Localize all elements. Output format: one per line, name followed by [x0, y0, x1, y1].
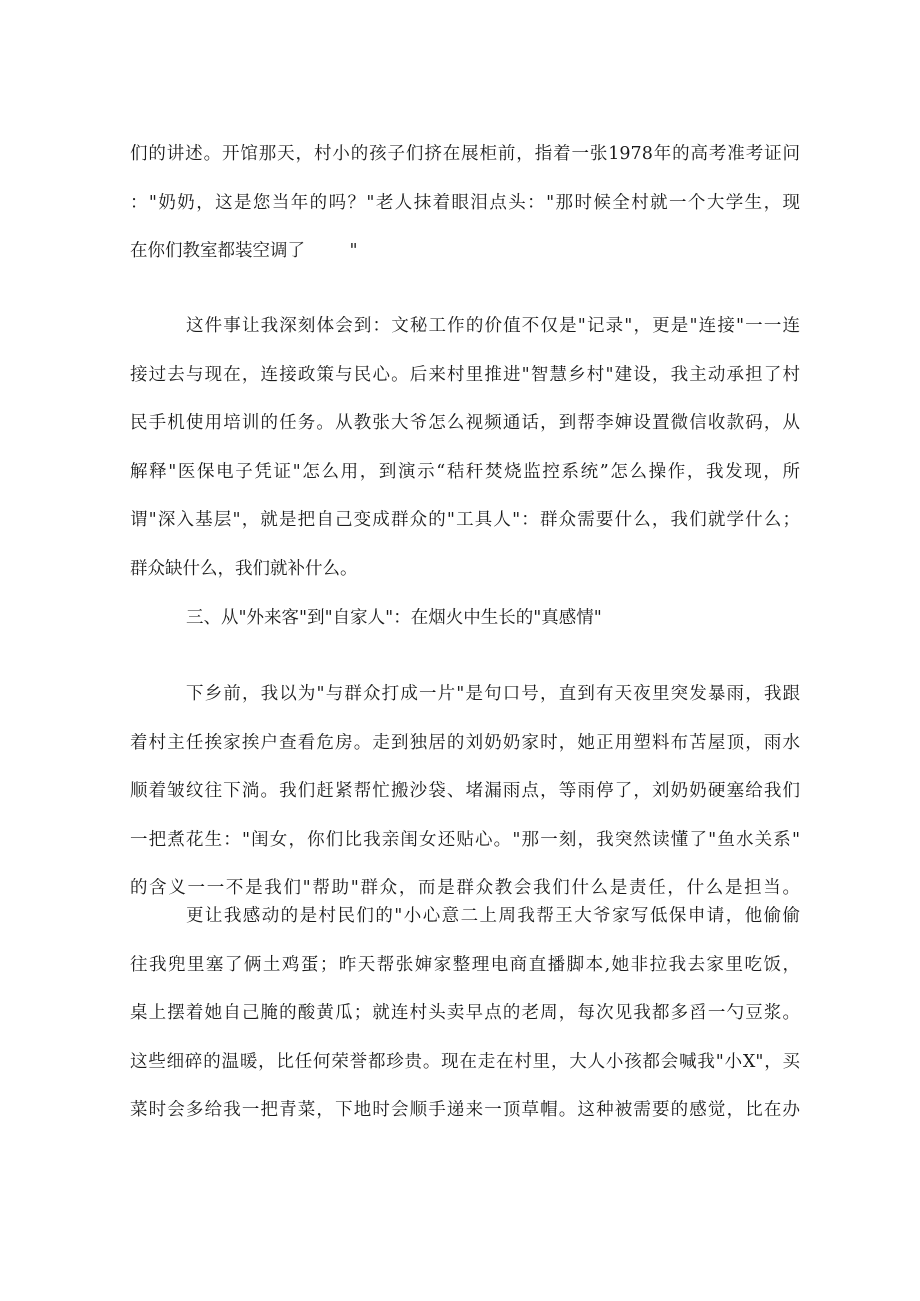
paragraph-line: 民手机使用培训的任务。从教张大爷怎么视频通话，到帮李婶设置微信收款码，从 — [130, 413, 800, 433]
paragraph-line: 一把煮花生："闺女，你们比我亲闺女还贴心。"那一刻，我突然读懂了"鱼水关系" — [130, 829, 800, 850]
paragraph-line: 菜时会多给我一把青菜，下地时会顺手递来一顶草帽。这种被需要的感觉，比在办 — [130, 1100, 800, 1120]
paragraph-2 — [130, 302, 800, 593]
paragraph-line: 群众缺什么，我们就补什么。 — [130, 558, 358, 579]
paragraph-line: 在你们教室都装空调了 " — [130, 241, 358, 261]
paragraph-line: 们的讲述。开馆那天，村小的孩子们挤在展柜前，指着一张1978年的高考准考证问 — [130, 144, 800, 164]
paragraph-line: 往我兜里塞了俩土鸡蛋；昨天帮张婶家整理电商直播脚本,她非拉我去家里吃饭， — [130, 954, 800, 975]
paragraph-line: 着村主任挨家挨户查看危房。走到独居的刘奶奶家时，她正用塑料布苫屋顶，雨水 — [130, 732, 800, 753]
paragraph-line: 桌上摆着她自己腌的酸黄瓜；就连村头卖早点的老周，每次见我都多舀一勺豆浆。 — [130, 1003, 800, 1023]
paragraph-4 — [130, 670, 800, 913]
paragraph-line: ："奶奶，这是您当年的吗？"老人抹着眼泪点头："那时候全村就一个大学生，现 — [130, 192, 800, 213]
paragraph-line: 谓"深入基层"，就是把自己变成群众的"工具人"：群众需要什么，我们就学什么； — [130, 510, 800, 530]
paragraph-5 — [130, 892, 800, 1135]
section-heading: 三、从"外来客"到"自家人"：在烟火中生长的"真感情" — [186, 608, 602, 628]
paragraph-line: 这件事让我深刻体会到：文秘工作的价值不仅是"记录"，更是"连接"一一连 — [186, 316, 800, 336]
paragraph-line: 解释"医保电子凭证"怎么用，到演示“秸秆焚烧监控系统”怎么操作，我发现，所 — [130, 461, 800, 482]
paragraph-line: 的含义一一不是我们"帮助"群众，而是群众教会我们什么是责任，什么是担当。 — [130, 878, 800, 898]
paragraph-line: 更让我感动的是村民们的"小心意二上周我帮王大爷家写低保申请，他偷偷 — [186, 906, 800, 926]
paragraph-line: 接过去与现在，连接政策与民心。后来村里推进"智慧乡村"建设，我主动承担了村 — [130, 364, 800, 385]
paragraph-line: 下乡前，我以为"与群众打成一片"是句口号，直到有天夜里突发暴雨，我跟 — [186, 684, 800, 704]
paragraph-line: 这些细碎的温暖，比任何荣誉都珍贵。现在走在村里，大人小孩都会喊我"小X"，买 — [130, 1051, 800, 1072]
paragraph-1 — [130, 130, 800, 276]
paragraph-line: 顺着皱纹往下淌。我们赶紧帮忙搬沙袋、堵漏雨点，等雨停了，刘奶奶硬塞给我们 — [130, 781, 800, 801]
section-heading-3 — [130, 594, 800, 643]
